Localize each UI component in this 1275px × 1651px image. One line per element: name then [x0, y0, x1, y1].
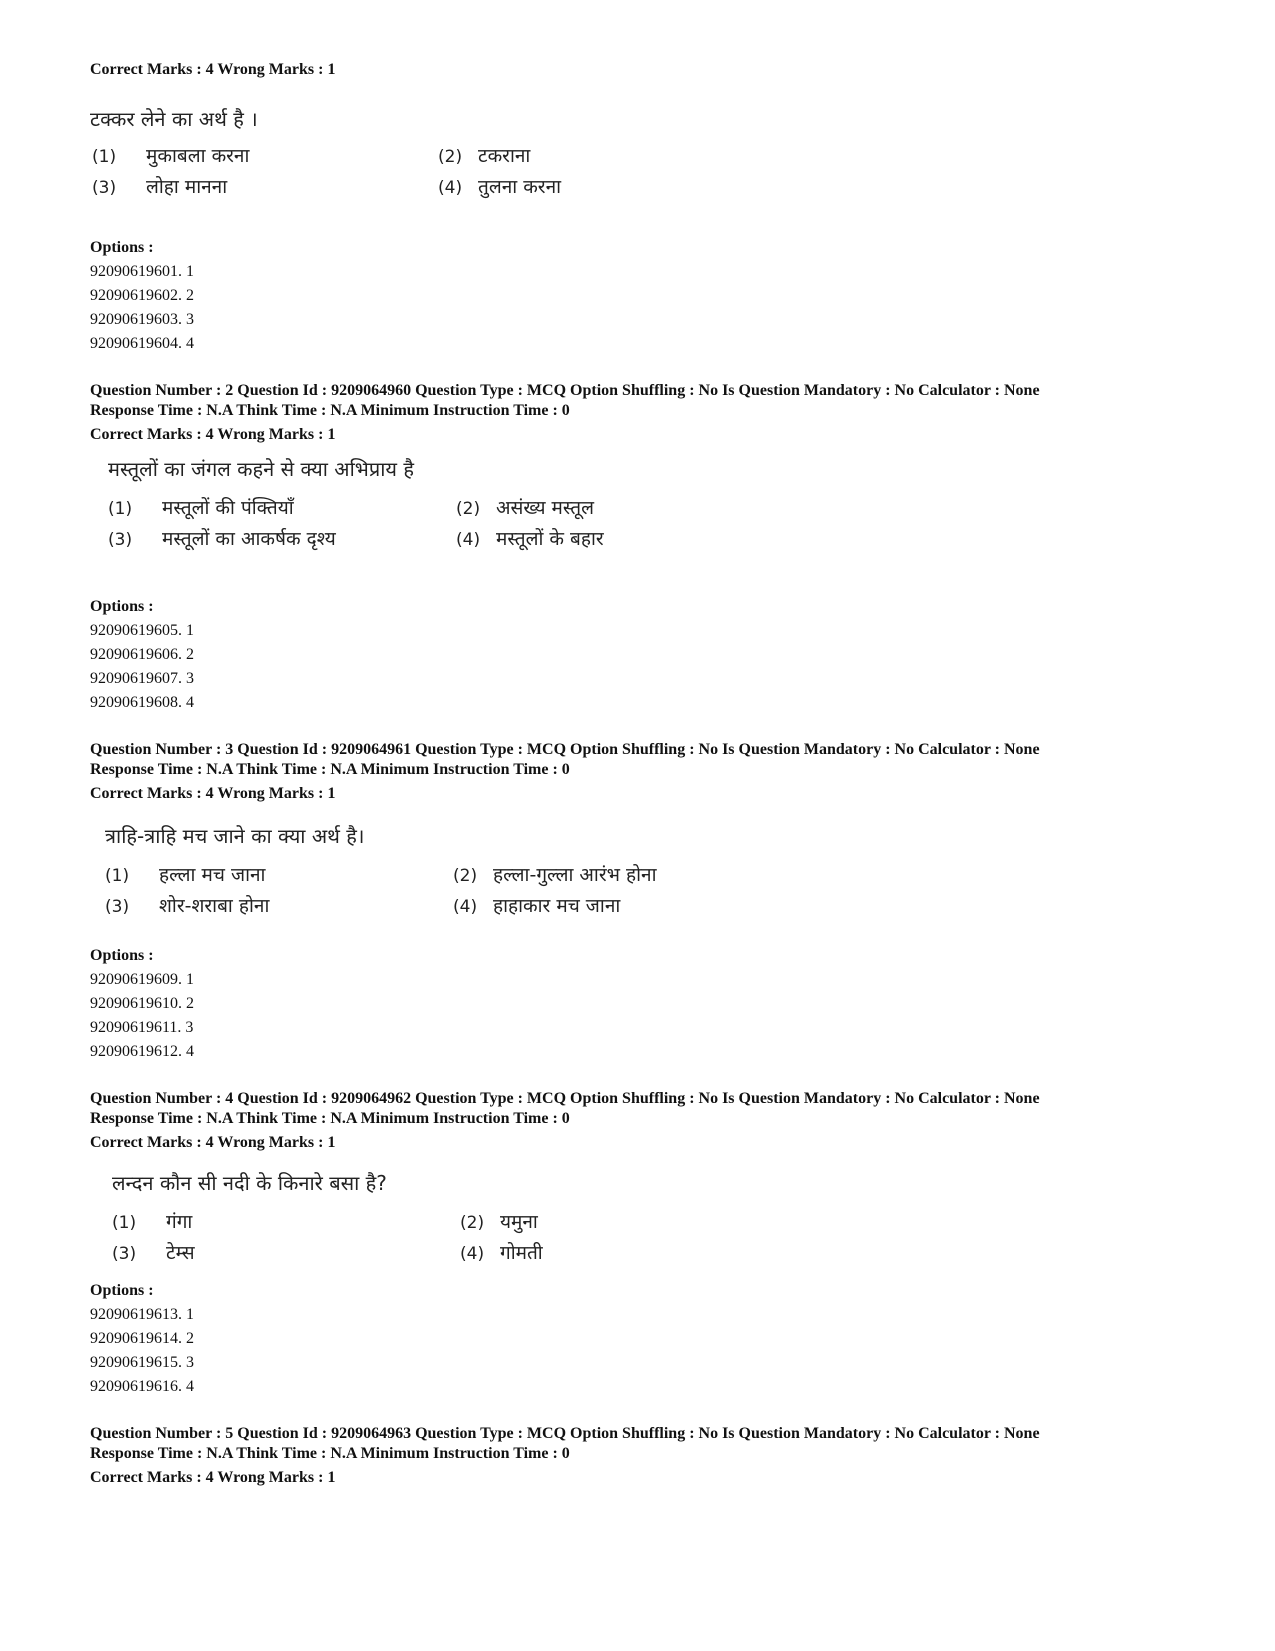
choice-text: मस्तूलों के बहार — [496, 528, 604, 550]
option-line: 92090619601. 1 — [90, 263, 194, 280]
option-line: 92090619616. 4 — [90, 1378, 194, 1395]
marks-line: Correct Marks : 4 Wrong Marks : 1 — [90, 61, 336, 78]
question-image — [105, 823, 725, 923]
choice-number: (4) — [438, 178, 463, 198]
question-image — [112, 1170, 732, 1270]
marks-line: Correct Marks : 4 Wrong Marks : 1 — [90, 426, 336, 443]
option-line: 92090619609. 1 — [90, 971, 194, 988]
question-image — [108, 456, 728, 556]
choice-text: हल्ला-गुल्ला आरंभ होना — [493, 864, 657, 886]
choice-number: (3) — [112, 1244, 137, 1264]
question-stem: लन्दन कौन सी नदी के किनारे बसा है? — [112, 1171, 387, 1195]
choice-text: यमुना — [500, 1211, 538, 1233]
question-header: Question Number : 5 Question Id : 9209064963 Question Type : MCQ Option Shuffling : No Is Question Mandatory : No Calculator : None — [90, 1425, 1040, 1442]
question-stem: मस्तूलों का जंगल कहने से क्या अभिप्राय है — [108, 457, 414, 481]
option-line: 92090619605. 1 — [90, 622, 194, 639]
option-line: 92090619606. 2 — [90, 646, 194, 663]
choice-4 — [460, 1241, 543, 1266]
options-block — [90, 946, 194, 1062]
choice-text: टेम्स — [166, 1242, 195, 1264]
choice-text: तुलना करना — [478, 176, 562, 198]
question-stem: त्राहि-त्राहि मच जाने का क्या अर्थ है। — [105, 824, 365, 848]
response-time-line: Response Time : N.A Think Time : N.A Minimum Instruction Time : 0 — [90, 761, 570, 778]
choice-number: (1) — [105, 866, 130, 886]
choice-number: (3) — [108, 530, 133, 550]
option-line: 92090619611. 3 — [90, 1019, 194, 1036]
choice-4 — [456, 527, 604, 552]
response-time-line: Response Time : N.A Think Time : N.A Minimum Instruction Time : 0 — [90, 402, 570, 419]
option-line: 92090619612. 4 — [90, 1043, 194, 1060]
choice-text: असंख्य मस्तूल — [496, 497, 594, 519]
options-label: Options : — [90, 947, 154, 964]
options-block — [90, 238, 194, 354]
choice-3 — [108, 527, 336, 552]
choice-text: गंगा — [166, 1211, 193, 1233]
choice-number: (2) — [460, 1213, 485, 1233]
choice-2 — [460, 1210, 538, 1235]
choice-number: (1) — [112, 1213, 137, 1233]
options-label: Options : — [90, 598, 154, 615]
options-block — [90, 1281, 194, 1397]
question-image — [90, 106, 690, 206]
question-header: Question Number : 4 Question Id : 9209064962 Question Type : MCQ Option Shuffling : No Is Question Mandatory : No Calculator : None — [90, 1090, 1040, 1107]
choice-1 — [112, 1210, 192, 1235]
choice-number: (1) — [92, 147, 117, 167]
choice-4 — [438, 175, 561, 200]
choice-3 — [105, 894, 269, 919]
option-line: 92090619604. 4 — [90, 335, 194, 352]
option-line: 92090619614. 2 — [90, 1330, 194, 1347]
choice-3 — [92, 175, 227, 200]
choice-text: हल्ला मच जाना — [159, 864, 266, 886]
choice-2 — [456, 496, 594, 521]
marks-line: Correct Marks : 4 Wrong Marks : 1 — [90, 1134, 336, 1151]
response-time-line: Response Time : N.A Think Time : N.A Minimum Instruction Time : 0 — [90, 1445, 570, 1462]
choice-2 — [453, 863, 657, 888]
choice-number: (3) — [105, 897, 130, 917]
choice-number: (4) — [453, 897, 478, 917]
choice-number: (2) — [438, 147, 463, 167]
option-line: 92090619607. 3 — [90, 670, 194, 687]
choice-text: टकराना — [478, 145, 531, 167]
choice-1 — [92, 144, 249, 169]
marks-line: Correct Marks : 4 Wrong Marks : 1 — [90, 1469, 336, 1486]
question-header: Question Number : 3 Question Id : 9209064961 Question Type : MCQ Option Shuffling : No Is Question Mandatory : No Calculator : None — [90, 741, 1040, 758]
option-line: 92090619602. 2 — [90, 287, 194, 304]
choice-text: मस्तूलों की पंक्तियाँ — [162, 497, 294, 519]
choice-1 — [105, 863, 265, 888]
choice-number: (1) — [108, 499, 133, 519]
option-line: 92090619610. 2 — [90, 995, 194, 1012]
marks-line: Correct Marks : 4 Wrong Marks : 1 — [90, 785, 336, 802]
question-stem: टक्कर लेने का अर्थ है । — [90, 107, 258, 131]
choice-number: (4) — [460, 1244, 485, 1264]
question-header: Question Number : 2 Question Id : 9209064960 Question Type : MCQ Option Shuffling : No Is Question Mandatory : No Calculator : None — [90, 382, 1040, 399]
choice-3 — [112, 1241, 195, 1266]
choice-2 — [438, 144, 530, 169]
choice-text: हाहाकार मच जाना — [493, 895, 621, 917]
choice-text: मुकाबला करना — [146, 145, 250, 167]
option-line: 92090619603. 3 — [90, 311, 194, 328]
options-block — [90, 597, 194, 713]
choice-number: (2) — [453, 866, 478, 886]
choice-1 — [108, 496, 294, 521]
options-label: Options : — [90, 1282, 154, 1299]
choice-text: मस्तूलों का आकर्षक दृश्य — [162, 528, 336, 550]
choice-number: (4) — [456, 530, 481, 550]
choice-text: गोमती — [500, 1242, 543, 1264]
choice-text: शोर-शराबा होना — [159, 895, 270, 917]
options-label: Options : — [90, 239, 154, 256]
choice-4 — [453, 894, 620, 919]
choice-text: लोहा मानना — [146, 176, 228, 198]
choice-number: (3) — [92, 178, 117, 198]
choice-number: (2) — [456, 499, 481, 519]
response-time-line: Response Time : N.A Think Time : N.A Minimum Instruction Time : 0 — [90, 1110, 570, 1127]
option-line: 92090619613. 1 — [90, 1306, 194, 1323]
option-line: 92090619608. 4 — [90, 694, 194, 711]
option-line: 92090619615. 3 — [90, 1354, 194, 1371]
